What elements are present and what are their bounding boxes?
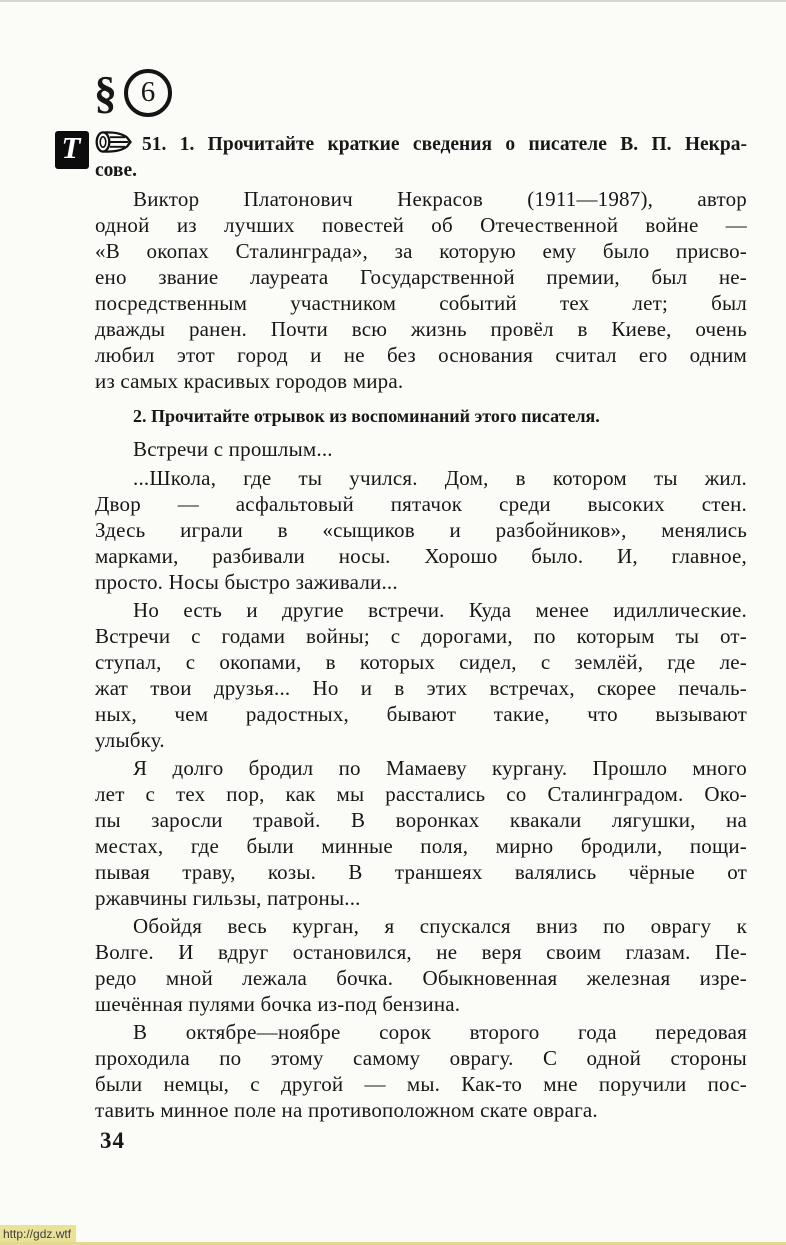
paragraph [95, 913, 747, 1017]
paragraph [95, 755, 747, 911]
text-line: Встречи с годами войны; с дорогами, по которым ты от- [95, 624, 747, 648]
text-line: пывая траву, козы. В траншеях валялись чёрные от [95, 860, 747, 884]
section-number: 6 [140, 75, 156, 108]
text-line: ...Школа, где ты учился. Дом, в котором ты жил. [133, 466, 747, 490]
text-line: сове. [95, 160, 137, 181]
text-line: Волге. И вдруг остановился, не веря своим глазам. Пе- [95, 940, 747, 964]
text-line: любил этот город и не без основания считал его одним [95, 343, 747, 367]
text-line: дважды ранен. Почти всю жизнь провёл в Киеве, очень [95, 317, 747, 341]
text-line: Виктор Платонович Некрасов (1911—1987), автор [133, 187, 747, 211]
scan-edge [0, 0, 786, 2]
text-line: В октябре—ноябре сорок второго года передовая [133, 1020, 747, 1044]
text-line: лет с тех пор, как мы расстались со Сталинградом. Око- [95, 782, 747, 806]
text-line: Но есть и другие встречи. Куда менее идиллические. [133, 598, 747, 622]
text-line: местах, где были минные поля, мирно бродили, пощи- [95, 834, 747, 858]
section-header [94, 68, 172, 118]
text-line: жат твои друзья... Но и в этих встречах, скорее печаль- [95, 676, 747, 700]
section-number-circle [124, 69, 172, 117]
text-line: проходила по этому самому оврагу. С одной стороны [95, 1046, 747, 1070]
text-line: шечённая пулями бочка из-под бензина. [95, 992, 461, 1016]
audio-speaker-icon [95, 131, 133, 153]
t-marker-letter: T [61, 130, 81, 165]
paragraph [95, 465, 747, 595]
t-marker-icon [55, 131, 89, 169]
content [95, 131, 747, 1123]
text-line: Двор — асфальтовый пятачок среди высоких стен. [95, 492, 747, 516]
text-line: ржавчины гильзы, патроны... [95, 886, 361, 910]
text-line: пы заросли травой. В воронках квакали лягушки, на [95, 808, 747, 832]
watermark: http://gdz.wtf [0, 1225, 76, 1243]
text-line: ено звание лауреата Государственной премии, был не- [95, 265, 747, 289]
section-symbol: § [94, 67, 117, 118]
paragraph [95, 597, 747, 753]
exercise-instruction [95, 131, 747, 184]
text-line: Встречи с прошлым... [133, 437, 333, 461]
text-line: Обойдя весь курган, я спускался вниз по оврагу к [133, 914, 747, 938]
text-line: улыбку. [95, 728, 165, 752]
paragraph [95, 1019, 747, 1123]
page-number: 34 [100, 1128, 125, 1153]
text-line: были немцы, с другой — мы. Как-то мне поручили пос- [95, 1072, 747, 1096]
text-line: тавить минное поле на противоположном скате оврага. [95, 1098, 598, 1122]
text-line: одной из лучших повестей об Отечественной войне — [95, 213, 747, 237]
text-line: просто. Носы быстро заживали... [95, 570, 398, 594]
text-line: из самых красивых городов мира. [95, 369, 404, 393]
text-line: посредственным участником событий тех лет; был [95, 291, 747, 315]
text-line: редо мной лежала бочка. Обыкновенная железная изре- [95, 966, 747, 990]
text-line: 2. Прочитайте отрывок из воспоминаний этого писателя. [133, 406, 600, 426]
text-line: «В окопах Сталинграда», за которую ему было присво- [95, 239, 747, 263]
text-line: ступал, с окопами, в которых сидел, с землёй, где ле- [95, 650, 747, 674]
text-line: Здесь играли в «сыщиков и разбойников», менялись [95, 518, 747, 542]
text-line: 51. 1. Прочитайте краткие сведения о писателе В. П. Некра- [95, 131, 747, 158]
text-line: марками, разбивали носы. Хорошо было. И, главное, [95, 544, 747, 568]
memoir-title [95, 436, 747, 462]
text-line: Я долго бродил по Мамаеву кургану. Прошло много [133, 756, 747, 780]
text-line: ных, чем радостных, бывают такие, что вызывают [95, 702, 747, 726]
paragraph [95, 186, 747, 394]
exercise-instruction [95, 403, 747, 429]
